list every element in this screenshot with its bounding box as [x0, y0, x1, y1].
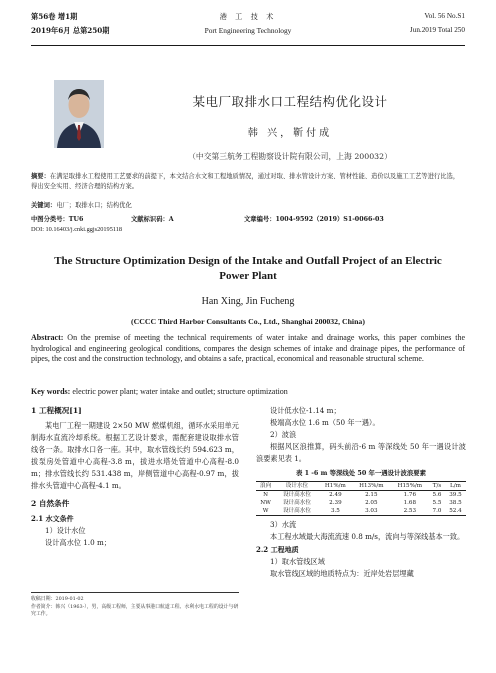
body-left-column [31, 405, 239, 549]
clc-number: 中图分类号：TU6 [31, 216, 84, 223]
journal-date-en: Jun.2019 Total 250 [409, 26, 465, 34]
table-header-row [256, 482, 466, 491]
item-intake-pipeline-area: 1）取水管线区域 [270, 557, 325, 566]
journal-name-cn: 港 工 技 术 [219, 12, 277, 21]
table-cell: NW [260, 500, 271, 506]
table-header-cell: H15%/m [397, 483, 423, 489]
journal-date-cn: 2019年6月 总第250期 [31, 26, 110, 35]
received-date: 收稿日期：2019-01-02 [31, 596, 84, 602]
journal-volume-cn: 第56卷 增1期 [31, 12, 78, 21]
keywords-text-en: electric power plant; water intake and outlet; structure optimization [72, 387, 288, 396]
table-header-cell: H1%/m [324, 483, 346, 489]
table-cell: 设计高水位 [282, 500, 311, 506]
journal-volume-en: Vol. 56 No.S1 [424, 12, 465, 20]
table-cell: W [262, 508, 269, 514]
table-cell: 设计高水位 [282, 508, 311, 514]
table-cell: 3.5 [330, 508, 340, 514]
table-header-cell: 浪向 [259, 483, 272, 489]
keywords-en [31, 387, 465, 396]
authors-cn: 韩 兴，靳付成 [247, 128, 333, 139]
table-header-cell: H13%/m [359, 483, 384, 489]
table-cell: 39.5 [449, 492, 462, 498]
table-header-cell: 设计水位 [285, 483, 309, 489]
abstract-label-en: Abstract: [31, 333, 64, 342]
extreme-high-water-level: 极端高水位 1.6 m（50 年一遇）。 [270, 418, 380, 427]
abstract-cn [31, 172, 465, 191]
doi: DOI: 10.16403/j.cnki.ggjs20195118 [31, 226, 123, 233]
section-2-1-heading: 2.1 水文条件 [31, 514, 74, 523]
table-row [256, 507, 466, 516]
table-1-title: 表 1 -6 m 等深线处 50 年一遇设计波浪要素 [295, 469, 427, 477]
abstract-label-cn: 摘要： [31, 173, 50, 180]
table-row [256, 491, 466, 500]
affiliation-en: (CCCC Third Harbor Consultants Co., Ltd., Shanghai 200032, China) [131, 317, 365, 326]
author-portrait-icon [54, 80, 104, 148]
table-cell: 2.53 [403, 508, 417, 514]
item-current: 3）水流 [270, 520, 297, 529]
keywords-text-cn: 电厂；取排水口；结构优化 [56, 202, 132, 209]
body-right-column [256, 405, 466, 580]
table-cell: 1.68 [403, 500, 417, 506]
design-low-water-level: 设计低水位-1.14 m； [270, 406, 341, 415]
abstract-en [31, 333, 465, 365]
table-header-cell: L/m [450, 483, 461, 489]
footnote [31, 592, 239, 619]
wave-table [256, 481, 466, 516]
table-cell: 2.05 [365, 500, 378, 506]
table-cell: 7.0 [432, 508, 442, 514]
table-cell: 2.15 [365, 492, 378, 498]
table-cell: 5.5 [432, 500, 442, 506]
keywords-label-en: Key words: [31, 387, 71, 396]
wave-text: 根据风区浪推算，码头前沿-6 m 等深线处 50 年一遇设计波浪要素见表 1。 [256, 442, 466, 463]
keywords-cn [31, 201, 465, 211]
table-cell: 设计高水位 [282, 492, 311, 498]
abstract-text-cn: 在满足取排水工程使用工艺要求的前提下，本文结合水文和工程地质情况，通过对取、排水管设计方案、管材性能、造价以及施工工艺等进行比选，得出安全实用、经济合理的结构方案。 [31, 173, 460, 190]
table-cell: 38.5 [449, 500, 462, 506]
article-number: 文章编号：1004-9592（2019）S1-0066-03 [244, 216, 384, 223]
item-design-water-level: 1）设计水位 [45, 526, 86, 535]
item-waves: 2）波浪 [270, 430, 297, 439]
section-2-2-heading: 2.2 工程地质 [256, 545, 299, 554]
paper-title-en: The Structure Optimization Design of the Intake and Outfall Project of an Electric Power Plant [54, 255, 442, 282]
document-code: 文献标识码：A [131, 216, 174, 223]
table-cell: 3.03 [365, 508, 378, 514]
table-cell: 2.39 [329, 500, 342, 506]
keywords-label-cn: 关键词： [31, 202, 57, 209]
author-bio: 作者简介：韩兴（1963-），男，高级工程师，主要从事港口航道工程、水利水电工程的设计与研究工作。 [31, 603, 239, 618]
table-cell: 5.6 [432, 492, 442, 498]
section-1-heading: 1 工程概况[1] [31, 406, 82, 415]
paper-title-cn: 某电厂取排水口工程结构优化设计 [192, 94, 388, 109]
section-1-text: 某电厂工程一期建设 2×50 MW 燃煤机组，循环水采用单元制海水直流冷却系统。根据工艺设计要求，需配套建设取排水管线各一条。取排水口各一座。其中，取水管线长约 594.623 m，拔泵房处管道中心高程-3.8 m，拔进水塔处管道中心高程-8.0 m；排水管线长约 531.438 m，岸侧管道中心高程-0.97 m，拔排水头管道中心高程-4.1 m。 [31, 421, 239, 490]
design-high-water-level: 设计高水位 1.0 m； [45, 538, 111, 547]
authors-en: Han Xing, Jin Fucheng [201, 296, 295, 307]
table-header-cell: T/s [432, 483, 442, 489]
section-2-heading: 2 自然条件 [31, 499, 70, 508]
affiliation-cn: （中交第三航务工程勘察设计院有限公司，上海 200032） [188, 152, 392, 161]
table-cell: N [263, 492, 269, 498]
abstract-text-en: On the premise of meeting the technical requirements of water intake and drainage works, this paper combines the hydrological and engineering geological conditions, compares the design schemes of intake and drainage pipes, the performance of pipes, the cost and the construction technology, and obtains a safe, practical, economical and reasonable structural scheme. [31, 333, 465, 364]
table-cell: 1.76 [403, 492, 417, 498]
table-cell: 52.4 [449, 508, 462, 514]
table-row [256, 499, 466, 507]
journal-header [31, 12, 465, 46]
author-photo [54, 80, 104, 148]
current-text: 本工程水域最大海流流速 0.8 m/s，流向与等深线基本一致。 [270, 532, 465, 541]
geology-text: 取水管线区域的地质特点为：近岸处岩层埋藏 [270, 569, 414, 578]
table-cell: 2.49 [329, 492, 342, 498]
journal-name-en: Port Engineering Technology [204, 26, 292, 35]
